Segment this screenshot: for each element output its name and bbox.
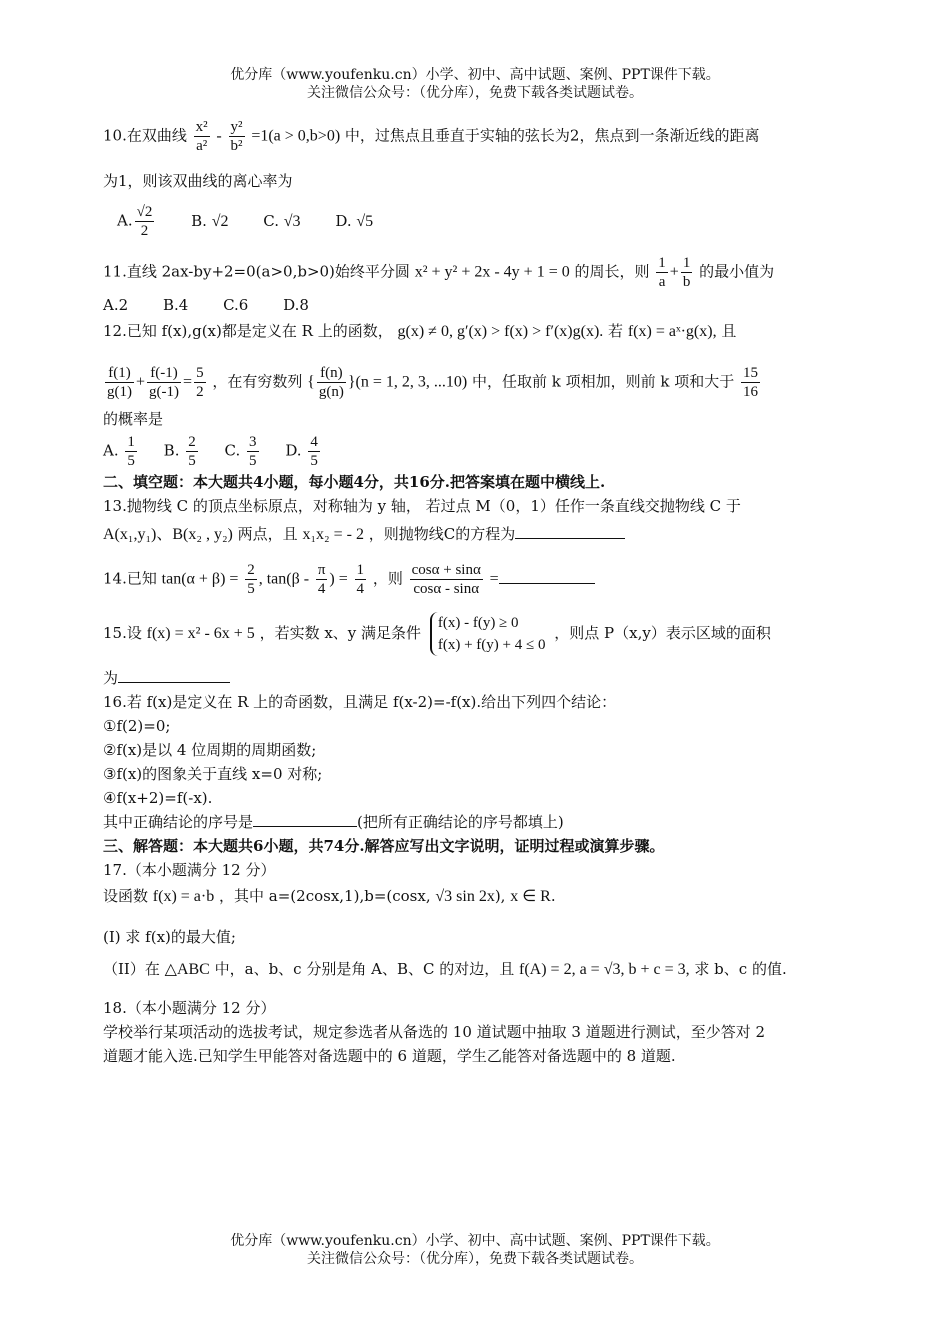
q12-text-4: ，在有穷数列	[212, 372, 303, 391]
q14-fraction-2: $\frac{\pi}{4}$	[317, 562, 326, 597]
q10-text-1: 中，过焦点且垂直于实轴的弦长为2，焦点到一条渐近线的距离	[344, 126, 760, 145]
q11-fraction-b: $\frac{1}{b}$	[682, 255, 691, 290]
q10-text-2: 为1，则该双曲线的离心率为	[103, 172, 293, 190]
q16-item-2: ②f(x)是以 4 位周期的周期函数;	[103, 741, 317, 759]
q12-seq-cond: }(n = 1, 2, 3, ...10)	[347, 373, 468, 391]
q14-tan-3: ) =	[329, 570, 348, 588]
q14-text-1: 14.已知	[103, 569, 157, 588]
q12-seq-open: {	[307, 373, 315, 391]
q12-option-c: C. $\frac{3}{5}$	[224, 434, 257, 469]
q18-text-2: 道题才能入选.已知学生甲能答对备选题中的 6 道题，学生乙能答对备选题中的 8 道题.	[103, 1047, 676, 1065]
q12-condition-2: f(x) = aˣ·g(x),	[627, 323, 717, 340]
q12-option-d: D. $\frac{4}{5}$	[285, 434, 318, 469]
q16-item-1: ①f(2)=0;	[103, 717, 171, 735]
q16-item-4: ④f(x+2)=f(-x).	[103, 789, 213, 807]
q11-fraction-a: $\frac{1}{a}$	[658, 255, 666, 290]
q16-text-1: 16.若 f(x)是定义在 R 上的奇函数，且满足 f(x-2)=-f(x).给出下列四个结论：	[103, 693, 617, 711]
q17-title: 17.（本小题满分 12 分）	[103, 861, 276, 879]
q16-item-3: ③f(x)的图象关于直线 x=0 对称;	[103, 765, 323, 783]
q12-option-b: B. $\frac{2}{5}$	[163, 434, 196, 469]
header-line-1: 优分库（www.youfenku.cn）小学、初中、高中试题、案例、PPT课件下载。	[230, 67, 720, 83]
q17-part-2c: f(A) = 2, a = √3, b + c = 3,	[519, 961, 690, 978]
q15-condition-1: f(x) - f(y) ≥ 0	[437, 615, 519, 631]
q11-option-b: B.4	[162, 296, 189, 314]
q13-points: A(x₁,y₁)、B(x₂ , y₂)	[103, 526, 233, 543]
q18-title: 18.（本小题满分 12 分）	[103, 999, 276, 1017]
q17-function: f(x) = a·b	[152, 888, 215, 905]
q14-text-2: ，则	[372, 569, 403, 588]
q11-option-a: A.2	[103, 296, 129, 314]
q10-condition: =1(a > 0,b>0)	[251, 127, 341, 145]
q17-part-2a: （II）在	[103, 960, 160, 978]
q17-text-1: 设函数	[103, 887, 149, 905]
q17-text-2: ，其中 a=(2cosx,1),b=(cosx,	[219, 887, 431, 905]
q12-options	[103, 433, 835, 470]
q12-text-5: 中，任取前 k 项相加，则前 k 项和大于	[471, 372, 735, 391]
q14-tan-1: tan(α + β) =	[161, 570, 239, 588]
q11-text: 11.直线 2ax-by+2=0(a>0,b>0)始终平分圆	[103, 262, 410, 281]
section-2-heading: 二、填空题：本大题共4小题，每小题4分，共16分.把答案填在题中横线上.	[103, 473, 606, 491]
q12-fraction-4: $\frac{15}{16}$	[743, 365, 759, 400]
exam-content	[103, 118, 835, 1068]
q15-text-4: 为	[103, 669, 119, 687]
q14-fraction-4: $\frac{\cos\alpha + \sin\alpha}{\cos\alpha - \sin\alpha}$	[411, 562, 481, 597]
q15-answer-blank[interactable]	[118, 682, 230, 683]
q11-options	[103, 293, 835, 317]
question-11: 11.直线 2ax-by+2=0(a>0,b>0)始终平分圆 x² + y² + 2x - 4y + 1 = 0 的周长，则 $\frac{1}{a}$ + $\frac{1}{b}$ 的最小值为	[103, 255, 775, 290]
q13-text-1: 13.抛物线 C 的顶点坐标原点，对称轴为 y 轴， 若过点 M（0，1）任作一条直线交抛物线 C 于	[103, 497, 741, 515]
page-footer	[0, 1232, 950, 1268]
q15-line-2	[103, 666, 835, 690]
q10-options	[103, 203, 835, 240]
q17-part-2b: 中，a、b、c 分别是角 A、B、C 的对边，且	[214, 960, 515, 978]
section-3-heading: 三、解答题：本大题共6小题，共74分.解答应写出文字说明，证明过程或演算步骤。	[103, 837, 665, 855]
q12-text-1: 12.已知 f(x),g(x)都是定义在 R 上的函数，	[103, 322, 393, 340]
q15-function: f(x) = x² - 6x + 5	[146, 625, 255, 642]
q17-part-2	[103, 957, 835, 982]
q15-text-3: ，则点 P（x,y）表示区域的面积	[554, 624, 771, 642]
q14-tan-2: , tan(β -	[258, 570, 310, 588]
q15-condition-system	[430, 612, 546, 656]
q10-option-d: D. √5	[335, 211, 374, 230]
q10-option-b: B. √2	[191, 211, 229, 230]
question-12	[103, 319, 835, 344]
q12-option-a: A. $\frac{1}{5}$	[103, 434, 135, 469]
q17-condition: x ∈ R	[510, 888, 551, 905]
q10-fraction-x: $\frac{\text{x²}}{\text{a²}}$	[195, 119, 208, 154]
q15-text-2: ，若实数 x、y 满足条件	[259, 624, 422, 642]
q12-text-6: 的概率是	[103, 410, 164, 428]
q12-fraction-1: $\frac{f(1)}{g(1)}$	[107, 365, 132, 400]
q16-text-2a: 其中正确结论的序号是	[103, 813, 254, 831]
q10-minus: -	[216, 127, 222, 145]
footer-line-1: 优分库（www.youfenku.cn）小学、初中、高中试题、案例、PPT课件下载。	[230, 1233, 720, 1249]
q10-option-a: A. $\frac{√2}{2}$	[117, 204, 153, 239]
q10-option-c: C. √3	[263, 211, 301, 230]
q13-condition: x₁x₂ = - 2	[302, 526, 364, 543]
q12-text-2: 若	[608, 322, 624, 340]
q12-fraction-3: $\frac{5}{2}$	[196, 365, 204, 400]
q17-vector-component: √3 sin 2x	[435, 888, 495, 905]
q16-text-2b: (把所有正确结论的序号都填上)	[357, 813, 564, 831]
q13-text-3: ，则抛物线C的方程为	[368, 525, 516, 543]
q14-fraction-3: $\frac{1}{4}$	[356, 562, 365, 597]
q17-text-3: ),	[494, 887, 506, 905]
q16-answer-blank[interactable]	[253, 826, 357, 827]
q12-fraction-2: $\frac{f(-1)}{g(-1)}$	[149, 365, 180, 400]
q17-part-2d: 求 b、c 的值.	[694, 960, 787, 978]
q12-text-3: 且	[721, 322, 737, 340]
q11-option-c: C.6	[223, 296, 249, 314]
q17-line-1	[103, 884, 835, 909]
q15-condition-2: f(x) + f(y) + 4 ≤ 0	[437, 637, 546, 653]
question-14	[103, 561, 835, 598]
q12-line-2: $\frac{f(1)}{g(1)}$ + $\frac{f(-1)}{g(-1)}$ = $\frac{5}{2}$ ，在有穷数列 { $\frac{f(n)}{g(n)}$ }(n = 1, 2, 3, ...10) 中，任取前 k 项相加，则前 k 项和大于 $\frac{15}{16}$	[107, 365, 759, 400]
q17-triangle: △ABC	[164, 961, 210, 978]
q14-answer-blank[interactable]	[499, 583, 595, 584]
q15-text-1: 15.设	[103, 624, 142, 642]
q11-text-3: 的最小值为	[699, 262, 775, 281]
header-line-2: 关注微信公众号：（优分库），免费下载各类试题试卷。	[307, 85, 643, 101]
q11-option-d: D.8	[283, 296, 309, 314]
q12-condition: g(x) ≠ 0, g′(x) > f(x) > f′(x)g(x).	[397, 323, 604, 340]
page-header	[0, 66, 950, 102]
q10-prefix: 10.在双曲线	[103, 126, 187, 145]
footer-line-2: 关注微信公众号：（优分库），免费下载各类试题试卷。	[307, 1251, 643, 1267]
q13-text-2: 两点，且	[237, 525, 298, 543]
q11-circle-equation: x² + y² + 2x - 4y + 1 = 0	[414, 263, 570, 281]
q17-part-1: (I) 求 f(x)的最大值;	[103, 928, 236, 946]
question-10	[103, 118, 835, 155]
q17-dot: .	[550, 887, 556, 905]
q14-equals: =	[489, 570, 499, 588]
q13-line-2	[103, 522, 835, 547]
q11-text-2: 的周长，则	[574, 262, 650, 281]
q16-line-final	[103, 810, 835, 834]
q18-text-1: 学校举行某项活动的选拔考试，规定参选者从备选的 10 道试题中抽取 3 道题进行测试，至少答对 2	[103, 1023, 766, 1041]
q12-sequence-fraction: $\frac{f(n)}{g(n)}$	[318, 365, 344, 400]
question-15	[103, 612, 835, 656]
q10-fraction-y: $\frac{\text{y²}}{\text{b²}}$	[230, 119, 243, 154]
q13-answer-blank[interactable]	[515, 538, 625, 539]
q14-fraction-1: $\frac{2}{5}$	[247, 562, 255, 597]
